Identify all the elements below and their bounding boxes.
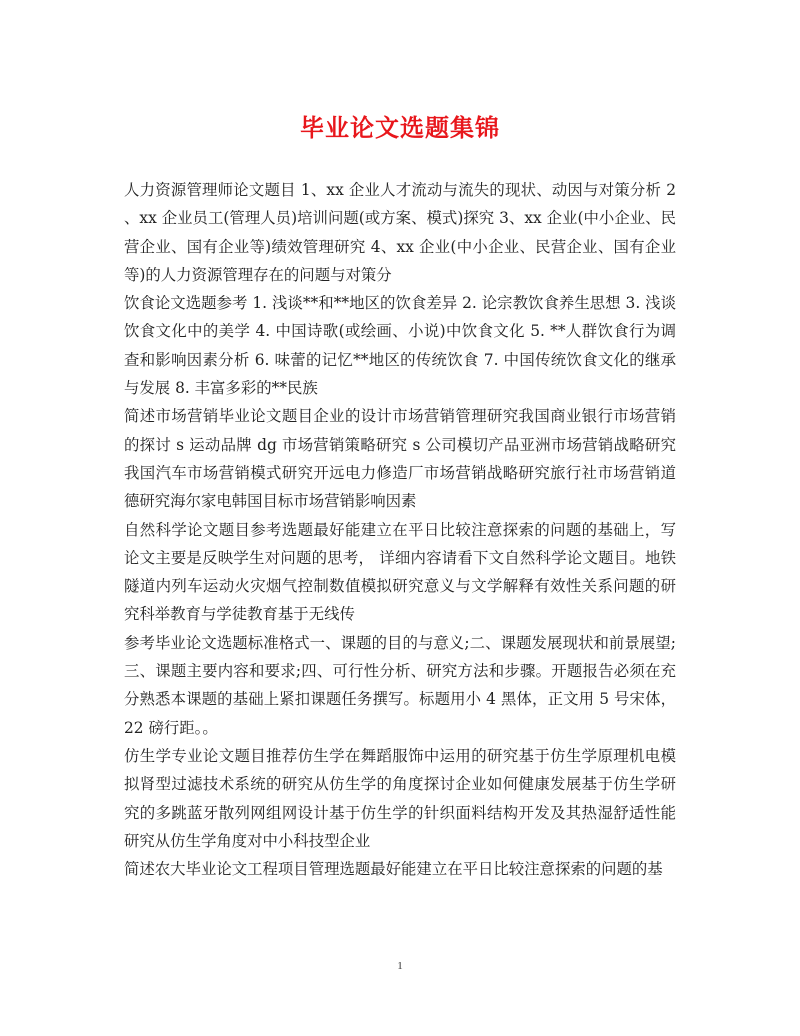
paragraph-agri-topics: 简述农大毕业论文工程项目管理选题最好能建立在平日比较注意探索的问题的基 [124,860,663,879]
document-title: 毕业论文选题集锦 [300,113,500,142]
paragraph-hr-topics: 人力资源管理师论文题目 1、xx 企业人才流动与流失的现状、动因与对策分析 2 、xx 企业员工(管理人员)培训问题(或方案、模式)探究 3、xx 企业(中小企业、民营企业、国有企业等)绩效管理研究 4、xx 企业(中小企业、民营企业、国有企业等)的人力资源管理存在的问题与对策分 [124,181,676,284]
paragraph-marketing-topics: 简述市场营销毕业论文题目企业的设计市场营销管理研究我国商业银行市场营销的探讨 s 运动品牌 dg 市场营销策略研究 s 公司模切产品亚洲市场营销战略研究我国汽车市场营销模式研究开远电力修造厂市场营销战略研究旅行社市场营销道德研究海尔家电韩国目标市场营销影响因素 [124,407,676,511]
paragraph-natural-science-topics: 自然科学论文题目参考选题最好能建立在平日比较注意探索的问题的基础上，写论文主要是反映学生对问题的思考， 详细内容请看下文自然科学论文题目。地铁隧道内列车运动火灾烟气控制数值模拟研究意义与文学解释有效性关系问题的研究科举教育与学徒教育基于无线传 [124,520,676,624]
page-number: 1 [397,960,403,972]
paragraph-diet-topics: 饮食论文选题参考 1. 浅谈**和**地区的饮食差异 2. 论宗教饮食养生思想 3. 浅谈饮食文化中的美学 4. 中国诗歌(或绘画、小说)中饮食文化 5. **人群饮食行为调查和影响因素分析 6. 味蕾的记忆**地区的传统饮食 7. 中国传统饮食文化的继承与发展 8. 丰富多彩的**民族 [124,294,676,398]
paragraph-bionics-topics: 仿生学专业论文题目推荐仿生学在舞蹈服饰中运用的研究基于仿生学原理机电模拟肾型过滤技术系统的研究从仿生学的角度探讨企业如何健康发展基于仿生学研究的多跳蓝牙散列网组网设计基于仿生学的针织面料结构开发及其热湿舒适性能研究从仿生学角度对中小科技型企业 [124,746,676,850]
paragraph-format-standard: 参考毕业论文选题标准格式一、课题的目的与意义;二、课题发展现状和前景展望;三、课题主要内容和要求;四、可行性分析、研究方法和步骤。开题报告必须在充分熟悉本课题的基础上紧扣课题任务撰写。标题用小 4 黑体，正文用 5 号宋体，22 磅行距。。 [124,633,676,737]
document-body [124,176,676,883]
